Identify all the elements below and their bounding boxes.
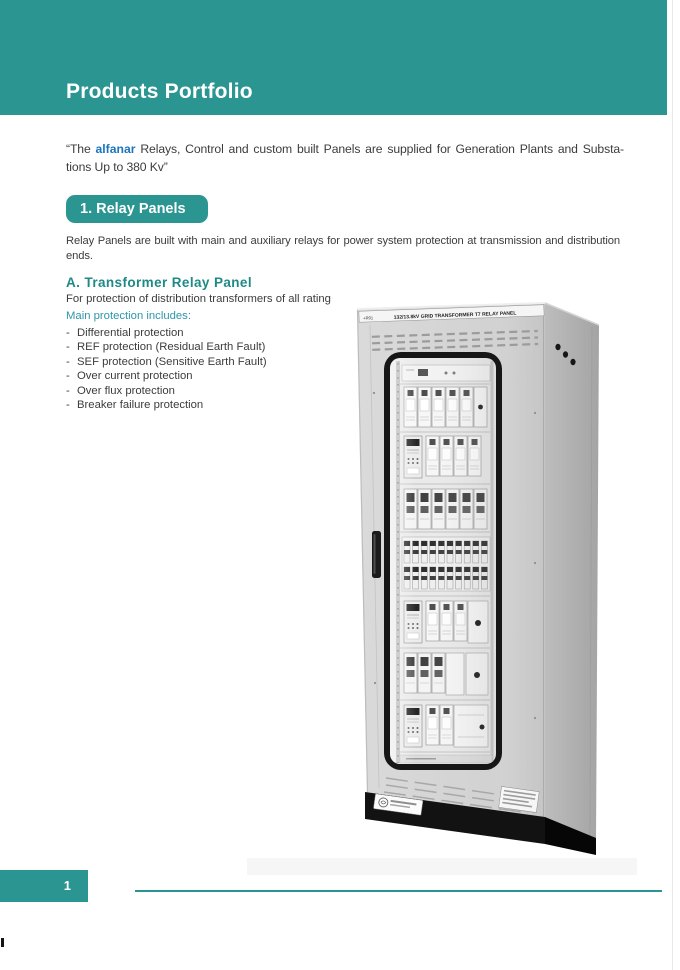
list-item xyxy=(66,326,267,340)
page-number: 1 xyxy=(63,878,71,893)
list-item xyxy=(66,340,267,354)
list-item xyxy=(66,355,267,369)
list-item xyxy=(66,398,267,412)
list-item xyxy=(66,369,267,383)
transformer-relay-panel-photo xyxy=(322,263,662,875)
intro-quote-line1 xyxy=(66,141,624,159)
list-bullet: - xyxy=(66,384,70,397)
door-handle xyxy=(372,531,381,578)
relay-panels-badge-label: 1. Relay Panels xyxy=(80,201,186,217)
side-vent-hole xyxy=(570,359,575,365)
side-vent-hole xyxy=(555,344,560,350)
page-edge-shadow xyxy=(672,0,673,970)
crop-mark xyxy=(1,938,4,947)
panel-tag-text: +R01 xyxy=(363,315,374,321)
list-item-text: SEF protection (Sensitive Earth Fault) xyxy=(77,355,267,368)
intro-quote-line2: tions Up to 380 Kv” xyxy=(66,159,168,174)
list-bullet: - xyxy=(66,327,70,339)
relay-panels-section-badge xyxy=(66,195,208,223)
page-title: Products Portfolio xyxy=(66,80,253,103)
alfanar-brand-logo: alfanar xyxy=(95,142,136,156)
list-item-text: Over current protection xyxy=(77,370,193,383)
list-bullet: - xyxy=(66,370,70,383)
list-bullet: - xyxy=(66,341,70,354)
quote-rest: Relays, Control and custom built Panels are supplied for Generation Plants and Substa- xyxy=(135,142,624,156)
panel-nameplate-text: 132/13.8kV GRID TRANSFORMER T7 RELAY PANEL xyxy=(393,310,517,321)
section-description xyxy=(66,234,620,263)
intro-quote xyxy=(66,141,624,176)
list-bullet: - xyxy=(66,355,70,368)
list-item-text: Differential protection xyxy=(77,327,184,339)
side-vent-hole xyxy=(563,351,568,357)
list-item xyxy=(66,384,267,398)
section-description-line2: ends. xyxy=(66,249,93,262)
protection-list xyxy=(66,326,267,412)
list-item-text: Over flux protection xyxy=(77,384,175,397)
section-description-line1: Relay Panels are built with main and auxiliary relays for power system protection at transmission and distribution xyxy=(66,235,620,247)
page-number-box xyxy=(0,870,88,902)
list-bullet: - xyxy=(66,398,70,411)
glass-reflection xyxy=(390,358,496,764)
quote-prefix: “The xyxy=(66,142,96,156)
footer-rule xyxy=(135,890,662,892)
list-item-text: REF protection (Residual Earth Fault) xyxy=(77,341,266,354)
list-item-text: Breaker failure protection xyxy=(77,398,204,411)
subsection-subtitle: For protection of distribution transformers of all rating xyxy=(66,293,331,305)
protection-list-title: Main protection includes: xyxy=(66,310,191,322)
subsection-title: A. Transformer Relay Panel xyxy=(66,275,252,290)
page-header-band xyxy=(0,0,667,115)
